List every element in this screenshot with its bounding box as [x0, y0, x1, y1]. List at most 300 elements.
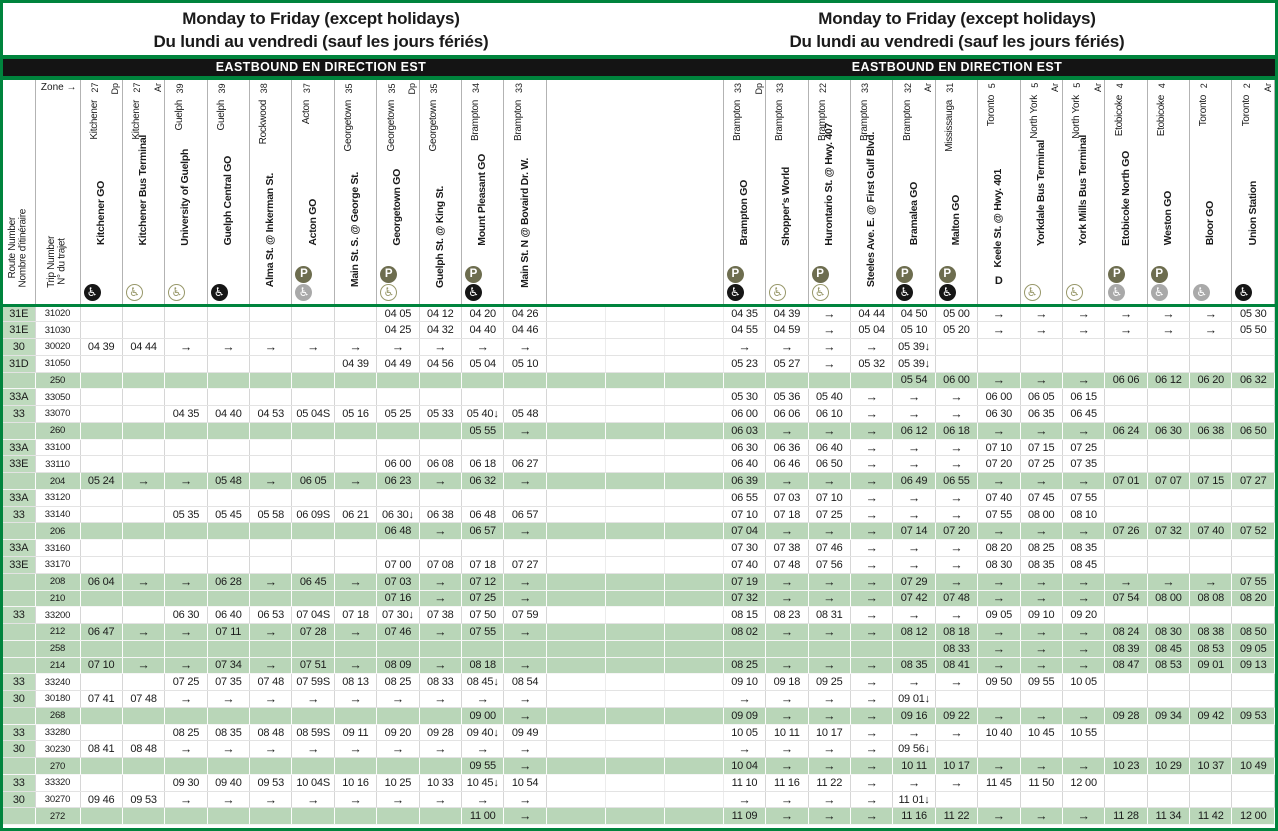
time-cell: 06 48: [377, 523, 419, 540]
time-cell: 06 57: [504, 506, 546, 523]
empty-time-cell: [808, 640, 850, 657]
time-cell: 05 00: [935, 305, 977, 322]
gap-cell: [664, 691, 723, 708]
trip-row-33100: [3, 439, 1275, 456]
stop-name: Keele St. @ Hwy. 401: [992, 168, 1005, 268]
empty-time-cell: [292, 540, 334, 557]
time-cell: 04 25: [377, 322, 419, 339]
route-number-cell: 30: [3, 791, 35, 808]
depart-arrive-label: Ar: [1262, 83, 1273, 92]
through-arrow-cell: →: [1062, 624, 1104, 641]
gap-cell: [605, 691, 664, 708]
through-arrow-cell: →: [978, 322, 1020, 339]
empty-time-cell: [1232, 540, 1275, 557]
empty-time-cell: [207, 456, 249, 473]
gap-cell: [605, 674, 664, 691]
gap-cell: [546, 624, 605, 641]
through-arrow-cell: →: [850, 741, 892, 758]
empty-time-cell: [377, 640, 419, 657]
through-arrow-cell: →: [978, 422, 1020, 439]
empty-time-cell: [250, 322, 292, 339]
empty-time-cell: [504, 439, 546, 456]
through-arrow-cell: →: [207, 791, 249, 808]
stop-city: Kitchener: [131, 100, 143, 140]
column-header-yorkdale-bus-terminal: [1020, 80, 1062, 305]
time-cell: 06 00: [377, 456, 419, 473]
empty-time-cell: [935, 741, 977, 758]
empty-time-cell: [419, 439, 461, 456]
empty-time-cell: [1147, 774, 1189, 791]
trip-number-cell: 30020: [35, 339, 80, 356]
time-cell: 07 10: [80, 657, 122, 674]
time-cell: 05 04: [462, 355, 504, 372]
time-cell: 06 30: [723, 439, 765, 456]
empty-time-cell: [165, 305, 207, 322]
route-number-cell: 30: [3, 691, 35, 708]
time-cell: 07 25: [1062, 439, 1104, 456]
empty-time-cell: [122, 724, 164, 741]
through-arrow-cell: →: [419, 523, 461, 540]
through-arrow-cell: →: [504, 808, 546, 825]
empty-time-cell: [122, 674, 164, 691]
through-arrow-cell: →: [334, 339, 376, 356]
trip-row-33200: [3, 607, 1275, 624]
trip-row-33280: [3, 724, 1275, 741]
time-cell: 05 35: [165, 506, 207, 523]
through-arrow-cell: →: [292, 691, 334, 708]
gap-cell: [605, 640, 664, 657]
empty-time-cell: [1147, 691, 1189, 708]
gap-cell: [664, 624, 723, 641]
time-cell: 06 20: [1190, 372, 1232, 389]
gap-cell: [546, 808, 605, 825]
time-cell: 07 38: [766, 540, 808, 557]
empty-time-cell: [80, 556, 122, 573]
column-header-guelph-central-go: [207, 80, 249, 305]
through-arrow-cell: →: [808, 741, 850, 758]
through-arrow-cell: →: [334, 691, 376, 708]
empty-time-cell: [504, 489, 546, 506]
empty-time-cell: [1147, 389, 1189, 406]
through-arrow-cell: →: [808, 791, 850, 808]
empty-time-cell: [250, 389, 292, 406]
stop-zone: 37: [301, 83, 312, 94]
empty-time-cell: [1105, 774, 1147, 791]
gap-cell: [664, 556, 723, 573]
trip-row-208: [3, 573, 1275, 590]
through-arrow-cell: →: [978, 624, 1020, 641]
time-cell: 04 39: [80, 339, 122, 356]
empty-time-cell: [207, 758, 249, 775]
through-arrow-cell: →: [1147, 573, 1189, 590]
route-number-cell: [3, 590, 35, 607]
title-french: Du lundi au vendredi (sauf les jours fériés): [153, 32, 489, 51]
gap-cell: [664, 741, 723, 758]
through-arrow-cell: →: [935, 406, 977, 423]
through-arrow-cell: →: [893, 456, 935, 473]
empty-time-cell: [122, 422, 164, 439]
gap-cell: [546, 674, 605, 691]
empty-time-cell: [80, 707, 122, 724]
gap-cell: [664, 305, 723, 322]
stop-city: Toronto: [1198, 95, 1210, 127]
time-cell: 06 50: [1232, 422, 1275, 439]
empty-time-cell: [165, 640, 207, 657]
depart-arrive-label: Ar: [152, 83, 163, 92]
gap-cell: [664, 422, 723, 439]
through-arrow-cell: →: [766, 590, 808, 607]
time-cell: 08 47: [1105, 657, 1147, 674]
through-arrow-cell: →: [893, 540, 935, 557]
empty-time-cell: [935, 691, 977, 708]
empty-time-cell: [207, 489, 249, 506]
time-cell: 07 03: [377, 573, 419, 590]
time-cell: 07 25: [808, 506, 850, 523]
stop-zone: 33: [775, 83, 786, 94]
route-number-cell: 30: [3, 741, 35, 758]
stop-zone: 35: [344, 83, 355, 94]
time-cell: 07 50: [462, 607, 504, 624]
through-arrow-cell: →: [334, 624, 376, 641]
trip-row-212: [3, 624, 1275, 641]
through-arrow-cell: →: [1020, 590, 1062, 607]
title-french: Du lundi au vendredi (sauf les jours fériés): [789, 32, 1125, 51]
stop-name: Malton GO: [949, 195, 962, 246]
time-cell: 08 35: [1020, 556, 1062, 573]
time-cell: 07 46: [808, 540, 850, 557]
empty-time-cell: [1105, 406, 1147, 423]
gap-cell: [605, 406, 664, 423]
empty-time-cell: [80, 523, 122, 540]
empty-time-cell: [334, 422, 376, 439]
through-arrow-cell: →: [978, 573, 1020, 590]
empty-time-cell: [850, 640, 892, 657]
time-cell: 07 46: [377, 624, 419, 641]
through-arrow-cell: →: [504, 422, 546, 439]
empty-time-cell: [122, 808, 164, 825]
depart-arrive-label: Ar: [1092, 83, 1103, 92]
empty-time-cell: [292, 439, 334, 456]
stop-zone: 22: [817, 83, 828, 94]
time-cell: 11 09: [723, 808, 765, 825]
gap-cell: [546, 573, 605, 590]
through-arrow-cell: →: [462, 339, 504, 356]
through-arrow-cell: →: [1020, 305, 1062, 322]
through-arrow-cell: →: [935, 774, 977, 791]
empty-time-cell: [165, 523, 207, 540]
trip-row-33110: [3, 456, 1275, 473]
time-cell: 11 00: [462, 808, 504, 825]
trip-row-214: [3, 657, 1275, 674]
time-cell: 07 19: [723, 573, 765, 590]
through-arrow-cell: →: [935, 607, 977, 624]
through-arrow-cell: →: [419, 473, 461, 490]
empty-time-cell: [1147, 406, 1189, 423]
stop-name: Yorkdale Bus Terminal: [1034, 139, 1047, 246]
time-cell: 05 48: [207, 473, 249, 490]
time-cell: 09 28: [419, 724, 461, 741]
gap-cell: [605, 774, 664, 791]
gap-cell: [605, 305, 664, 322]
time-cell: 06 38: [1190, 422, 1232, 439]
time-cell: 08 59S: [292, 724, 334, 741]
through-arrow-cell: →: [1147, 305, 1189, 322]
time-cell: 06 35: [1020, 406, 1062, 423]
time-cell: 10 17: [808, 724, 850, 741]
depart-arrive-label: Dp: [407, 83, 418, 95]
empty-time-cell: [1232, 489, 1275, 506]
column-header-brampton-go: [723, 80, 765, 305]
stop-city: North York: [1028, 95, 1040, 139]
time-cell: 06 30: [978, 406, 1020, 423]
time-cell: 07 18: [462, 556, 504, 573]
through-arrow-cell: →: [808, 590, 850, 607]
through-arrow-cell: →: [978, 657, 1020, 674]
time-cell: 08 24: [1105, 624, 1147, 641]
time-cell: 07 40: [723, 556, 765, 573]
through-arrow-cell: →: [850, 473, 892, 490]
time-cell: 08 13: [334, 674, 376, 691]
through-arrow-cell: →: [1062, 758, 1104, 775]
time-cell: 07 27: [504, 556, 546, 573]
gap-cell: [605, 556, 664, 573]
empty-time-cell: [207, 640, 249, 657]
trip-row-250: [3, 372, 1275, 389]
parking-icon: P: [295, 266, 312, 283]
time-cell: 06 12: [1147, 372, 1189, 389]
through-arrow-cell: →: [1062, 657, 1104, 674]
through-arrow-cell: →: [207, 339, 249, 356]
gap-cell: [664, 489, 723, 506]
stop-city: Guelph: [173, 100, 185, 131]
time-cell: 09 40↓: [462, 724, 504, 741]
time-cell: 10 49: [1232, 758, 1275, 775]
route-number-cell: 33: [3, 406, 35, 423]
empty-time-cell: [1020, 741, 1062, 758]
time-cell: 04 26: [504, 305, 546, 322]
route-number-cell: 30: [3, 339, 35, 356]
time-cell: 06 40: [207, 607, 249, 624]
stop-city: Etobicoke: [1156, 95, 1167, 137]
empty-time-cell: [1147, 791, 1189, 808]
stop-name: Bloor GO: [1204, 201, 1217, 246]
through-arrow-cell: →: [1062, 523, 1104, 540]
empty-time-cell: [165, 489, 207, 506]
empty-time-cell: [292, 489, 334, 506]
trip-number-cell: 31030: [35, 322, 80, 339]
parking-icon: P: [1151, 266, 1168, 283]
empty-time-cell: [978, 339, 1020, 356]
through-arrow-cell: →: [808, 758, 850, 775]
time-cell: 06 27: [504, 456, 546, 473]
time-cell: 05 16: [334, 406, 376, 423]
through-arrow-cell: →: [723, 741, 765, 758]
time-cell: 09 22: [935, 707, 977, 724]
through-arrow-cell: →: [850, 657, 892, 674]
through-arrow-cell: →: [250, 573, 292, 590]
through-arrow-cell: →: [419, 339, 461, 356]
direction-banner-right: EASTBOUND EN DIRECTION EST: [851, 60, 1063, 74]
empty-time-cell: [1105, 389, 1147, 406]
through-arrow-cell: →: [850, 758, 892, 775]
through-arrow-cell: →: [766, 523, 808, 540]
through-arrow-cell: →: [165, 473, 207, 490]
column-header-alma-st-inkerman-st: [250, 80, 292, 305]
route-number-cell: [3, 707, 35, 724]
time-cell: 04 53: [250, 406, 292, 423]
through-arrow-cell: →: [808, 624, 850, 641]
empty-time-cell: [1147, 355, 1189, 372]
time-cell: 09 56↓: [893, 741, 935, 758]
through-arrow-cell: →: [1190, 305, 1232, 322]
time-cell: 07 42: [893, 590, 935, 607]
time-cell: 07 20: [935, 523, 977, 540]
empty-time-cell: [207, 355, 249, 372]
route-number-cell: 33E: [3, 556, 35, 573]
time-cell: 09 50: [978, 674, 1020, 691]
time-cell: 10 16: [334, 774, 376, 791]
empty-time-cell: [377, 489, 419, 506]
empty-time-cell: [1020, 355, 1062, 372]
empty-time-cell: [334, 456, 376, 473]
through-arrow-cell: →: [1062, 372, 1104, 389]
time-cell: 09 53: [1232, 707, 1275, 724]
empty-time-cell: [207, 707, 249, 724]
through-arrow-cell: →: [935, 506, 977, 523]
empty-time-cell: [250, 355, 292, 372]
empty-time-cell: [1020, 691, 1062, 708]
empty-time-cell: [292, 322, 334, 339]
empty-time-cell: [978, 741, 1020, 758]
through-arrow-cell: →: [207, 741, 249, 758]
gap-cell: [664, 808, 723, 825]
empty-time-cell: [1190, 774, 1232, 791]
empty-time-cell: [1190, 556, 1232, 573]
stop-name: York Mills Bus Terminal: [1077, 134, 1090, 246]
time-cell: 05 10: [893, 322, 935, 339]
through-arrow-cell: →: [850, 439, 892, 456]
column-header-guelph-st-king-st: [419, 80, 461, 305]
gap-cell: [546, 506, 605, 523]
through-arrow-cell: →: [377, 339, 419, 356]
time-cell: 05 54: [893, 372, 935, 389]
gap-cell: [605, 473, 664, 490]
empty-time-cell: [1190, 691, 1232, 708]
through-arrow-cell: →: [292, 791, 334, 808]
empty-time-cell: [207, 372, 249, 389]
through-arrow-cell: →: [766, 758, 808, 775]
gap-cell: [546, 322, 605, 339]
empty-time-cell: [1062, 339, 1104, 356]
stop-city: Acton: [300, 100, 312, 125]
trip-number-header: Zone → Trip Number N° du trajet: [35, 80, 80, 305]
time-cell: 06 40: [808, 439, 850, 456]
time-cell: 07 01: [1105, 473, 1147, 490]
gap-cell: [664, 724, 723, 741]
empty-time-cell: [80, 355, 122, 372]
empty-time-cell: [250, 758, 292, 775]
through-arrow-cell: →: [1147, 322, 1189, 339]
stop-zone: 35: [428, 83, 439, 94]
through-arrow-cell: →: [1020, 808, 1062, 825]
through-arrow-cell: →: [893, 607, 935, 624]
empty-time-cell: [334, 439, 376, 456]
trip-number-cell: 206: [35, 523, 80, 540]
time-cell: 10 37: [1190, 758, 1232, 775]
empty-time-cell: [207, 439, 249, 456]
time-cell: 04 32: [419, 322, 461, 339]
empty-time-cell: [292, 372, 334, 389]
stop-zone: 4: [1157, 83, 1167, 89]
empty-time-cell: [165, 389, 207, 406]
time-cell: 07 34: [207, 657, 249, 674]
gap-cell: [664, 774, 723, 791]
time-cell: 06 49: [893, 473, 935, 490]
parking-icon: P: [812, 266, 829, 283]
time-cell: 08 35: [893, 657, 935, 674]
empty-time-cell: [504, 372, 546, 389]
empty-time-cell: [122, 355, 164, 372]
time-cell: 09 00: [462, 707, 504, 724]
time-cell: 08 25: [723, 657, 765, 674]
time-cell: 09 55: [1020, 674, 1062, 691]
empty-time-cell: [850, 372, 892, 389]
stop-city: Georgetown: [343, 100, 355, 152]
empty-time-cell: [250, 640, 292, 657]
empty-time-cell: [1147, 674, 1189, 691]
time-cell: 07 41: [80, 691, 122, 708]
time-cell: 08 39: [1105, 640, 1147, 657]
empty-time-cell: [1105, 691, 1147, 708]
empty-time-cell: [80, 439, 122, 456]
time-cell: 07 32: [1147, 523, 1189, 540]
time-cell: 06 55: [935, 473, 977, 490]
route-number-cell: [3, 624, 35, 641]
gap-cell: [546, 540, 605, 557]
empty-time-cell: [80, 322, 122, 339]
gap-cell: [546, 707, 605, 724]
empty-time-cell: [723, 372, 765, 389]
time-cell: 06 18: [935, 422, 977, 439]
wheelchair-outline-icon: ♿: [1024, 284, 1041, 301]
gap-cell: [605, 540, 664, 557]
empty-time-cell: [80, 808, 122, 825]
empty-time-cell: [207, 808, 249, 825]
empty-time-cell: [250, 590, 292, 607]
time-cell: 09 53: [250, 774, 292, 791]
stop-city: Toronto: [986, 95, 998, 127]
parking-icon: P: [727, 266, 744, 283]
empty-time-cell: [122, 439, 164, 456]
gap-cell: [605, 758, 664, 775]
empty-time-cell: [250, 540, 292, 557]
through-arrow-cell: →: [462, 791, 504, 808]
time-cell: 08 45↓: [462, 674, 504, 691]
through-arrow-cell: →: [893, 556, 935, 573]
time-cell: 05 45: [207, 506, 249, 523]
time-cell: 06 57: [462, 523, 504, 540]
time-cell: 04 35: [165, 406, 207, 423]
through-arrow-cell: →: [377, 741, 419, 758]
through-arrow-cell: →: [978, 808, 1020, 825]
time-cell: 06 00: [723, 406, 765, 423]
empty-time-cell: [334, 540, 376, 557]
wheelchair-black-icon: ♿: [211, 284, 228, 301]
empty-time-cell: [334, 758, 376, 775]
title-english: Monday to Friday (except holidays): [818, 9, 1096, 28]
through-arrow-cell: →: [334, 573, 376, 590]
empty-time-cell: [377, 808, 419, 825]
